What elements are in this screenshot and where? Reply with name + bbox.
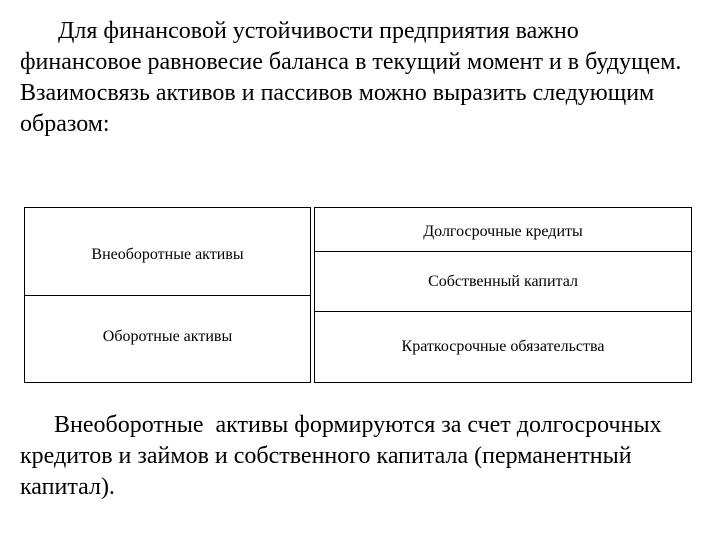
non-current-assets-cell	[25, 208, 310, 296]
balance-diagram	[24, 207, 692, 383]
non-current-assets-label: Внеоборотные активы	[91, 245, 244, 263]
long-term-loans-label: Долгосрочные кредиты	[423, 222, 583, 240]
long-term-loans-cell	[315, 208, 691, 252]
equity-cell	[315, 252, 691, 312]
outro-text: Внеоборотные активы формируются за счет долгосрочных кредитов и займов и собственного капитала (перманентный капитал).	[20, 412, 668, 500]
short-term-liabilities-cell	[315, 312, 691, 382]
intro-paragraph	[20, 16, 700, 140]
liabilities-column	[314, 207, 692, 383]
short-term-liabilities-label: Краткосрочные обязательства	[401, 338, 605, 355]
current-assets-cell	[25, 296, 310, 382]
assets-column	[24, 207, 311, 383]
current-assets-label: Оборотные активы	[102, 328, 233, 345]
equity-label: Собственный капитал	[428, 272, 578, 290]
outro-paragraph	[20, 410, 700, 503]
intro-text: Для финансовой устойчивости предприятия важно финансовое равновесие баланса в текущий момент и в будущем. Взаимосвязь активов и пассивов можно выразить следующим образом:	[20, 18, 682, 137]
